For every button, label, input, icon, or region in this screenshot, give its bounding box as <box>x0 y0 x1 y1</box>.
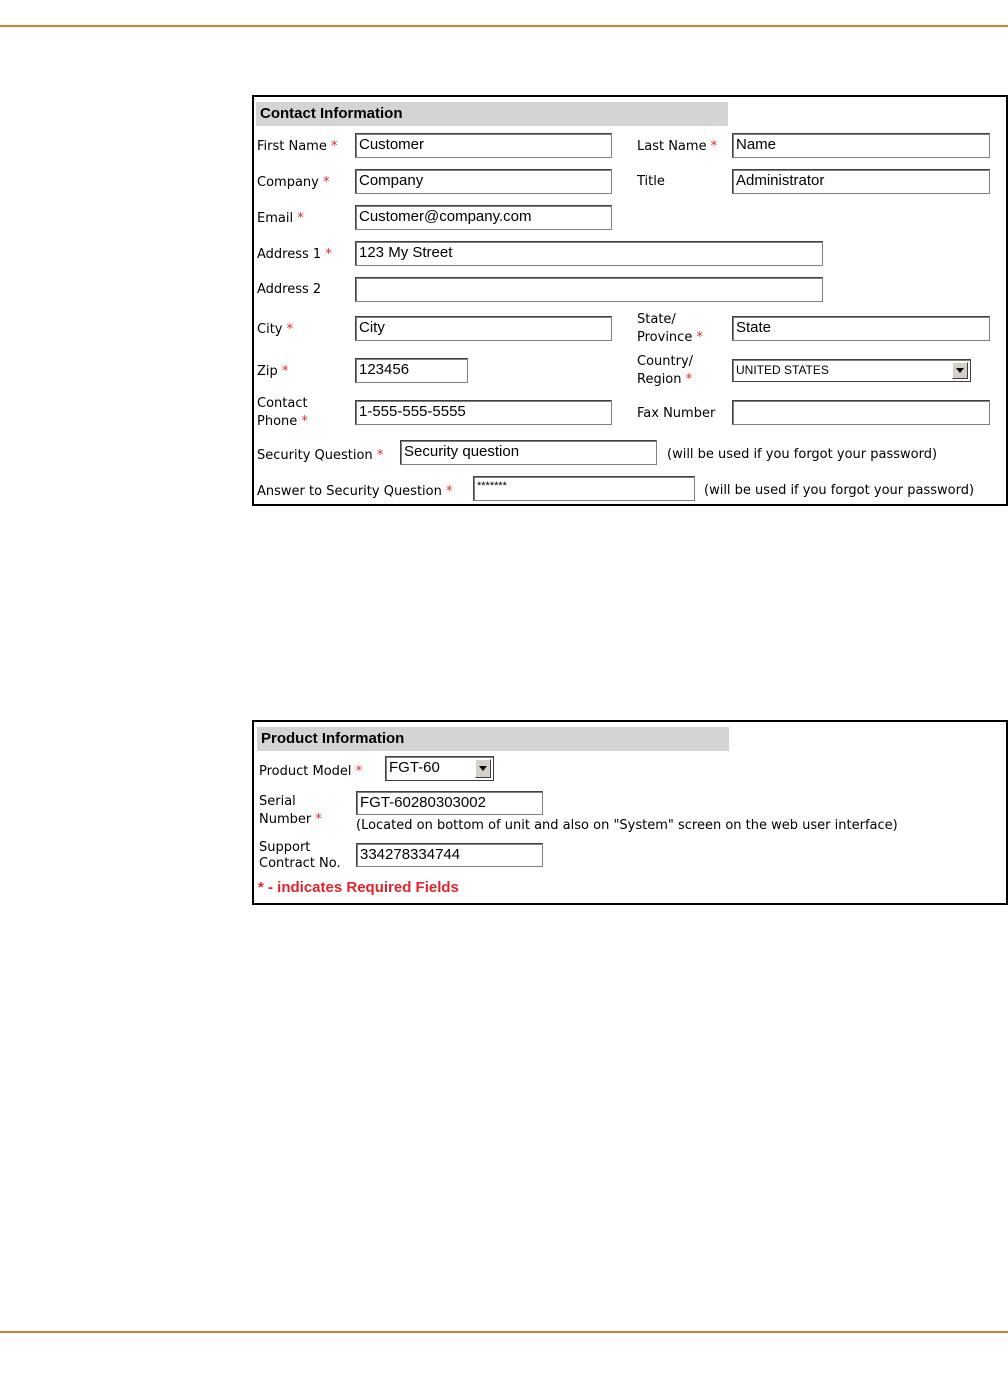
required-asterisk: * <box>330 139 338 154</box>
country-select-value: UNITED STATES <box>736 363 829 377</box>
required-asterisk: * <box>281 364 289 379</box>
required-fields-legend: * - indicates Required Fields <box>258 879 459 896</box>
support-contract-input[interactable]: 334278334744 <box>356 843 543 867</box>
contact-information-panel <box>252 95 1008 506</box>
zip-input[interactable]: 123456 <box>355 358 468 383</box>
required-asterisk: * <box>376 448 384 463</box>
security-answer-label: Answer to Security Question * <box>257 484 453 499</box>
last-name-input[interactable]: Name <box>732 133 990 158</box>
bottom-rule <box>0 1331 1008 1333</box>
address2-input[interactable] <box>355 277 823 302</box>
address1-label: Address 1 * <box>257 247 332 262</box>
required-asterisk: * <box>710 139 718 154</box>
email-label: Email * <box>257 211 304 226</box>
country-select[interactable] <box>732 359 971 382</box>
required-asterisk: * <box>685 372 693 387</box>
required-asterisk: * <box>446 484 453 499</box>
title-label: Title <box>637 174 665 189</box>
product-information-panel <box>252 720 1008 905</box>
top-rule <box>0 25 1008 27</box>
required-asterisk: * <box>315 812 322 827</box>
contact-information-header: Contact Information <box>256 102 728 126</box>
product-information-header: Product Information <box>257 727 729 751</box>
email-input[interactable]: Customer@company.com <box>355 205 612 230</box>
address2-label: Address 2 <box>257 282 322 297</box>
city-label: City * <box>257 322 294 337</box>
company-label: Company * <box>257 175 330 190</box>
title-input[interactable]: Administrator <box>732 169 990 194</box>
country-label: Country/ Region * <box>637 354 694 387</box>
city-input[interactable]: City <box>355 316 612 341</box>
chevron-down-icon[interactable] <box>475 759 491 778</box>
required-asterisk: * <box>286 322 294 337</box>
address1-input[interactable]: 123 My Street <box>355 241 823 266</box>
product-model-label: Product Model * <box>259 764 363 779</box>
first-name-input[interactable]: Customer <box>355 133 612 158</box>
contact-phone-label: Contact Phone * <box>257 396 308 429</box>
security-answer-note: (will be used if you forgot your password) <box>704 483 975 498</box>
required-asterisk: * <box>325 247 332 262</box>
security-question-label: Security Question * <box>257 448 384 463</box>
fax-number-input[interactable] <box>732 400 990 425</box>
last-name-label: Last Name * <box>637 139 718 154</box>
security-question-note: (will be used if you forgot your password) <box>667 447 938 462</box>
support-contract-label: Support Contract No. <box>259 840 341 871</box>
serial-number-input[interactable]: FGT-60280303002 <box>356 791 543 815</box>
company-input[interactable]: Company <box>355 169 612 194</box>
required-asterisk: * <box>696 330 703 345</box>
required-asterisk: * <box>355 764 363 779</box>
required-asterisk: * <box>301 414 308 429</box>
required-asterisk: * <box>297 211 304 226</box>
chevron-down-icon[interactable] <box>952 362 968 379</box>
contact-phone-input[interactable]: 1-555-555-5555 <box>355 400 612 425</box>
serial-number-label: Serial Number * <box>259 794 322 827</box>
state-label: State/ Province * <box>637 312 703 345</box>
fax-number-label: Fax Number <box>637 406 716 421</box>
serial-number-note: (Located on bottom of unit and also on "System" screen on the web user interface) <box>356 818 898 833</box>
security-answer-input[interactable]: ******* <box>473 476 695 501</box>
required-asterisk: * <box>323 175 330 190</box>
security-question-input[interactable]: Security question <box>400 440 657 465</box>
first-name-label: First Name * <box>257 139 338 154</box>
product-model-select-value: FGT-60 <box>389 759 440 776</box>
zip-label: Zip * <box>257 364 289 379</box>
state-input[interactable]: State <box>732 316 990 341</box>
product-model-select[interactable] <box>385 756 494 781</box>
